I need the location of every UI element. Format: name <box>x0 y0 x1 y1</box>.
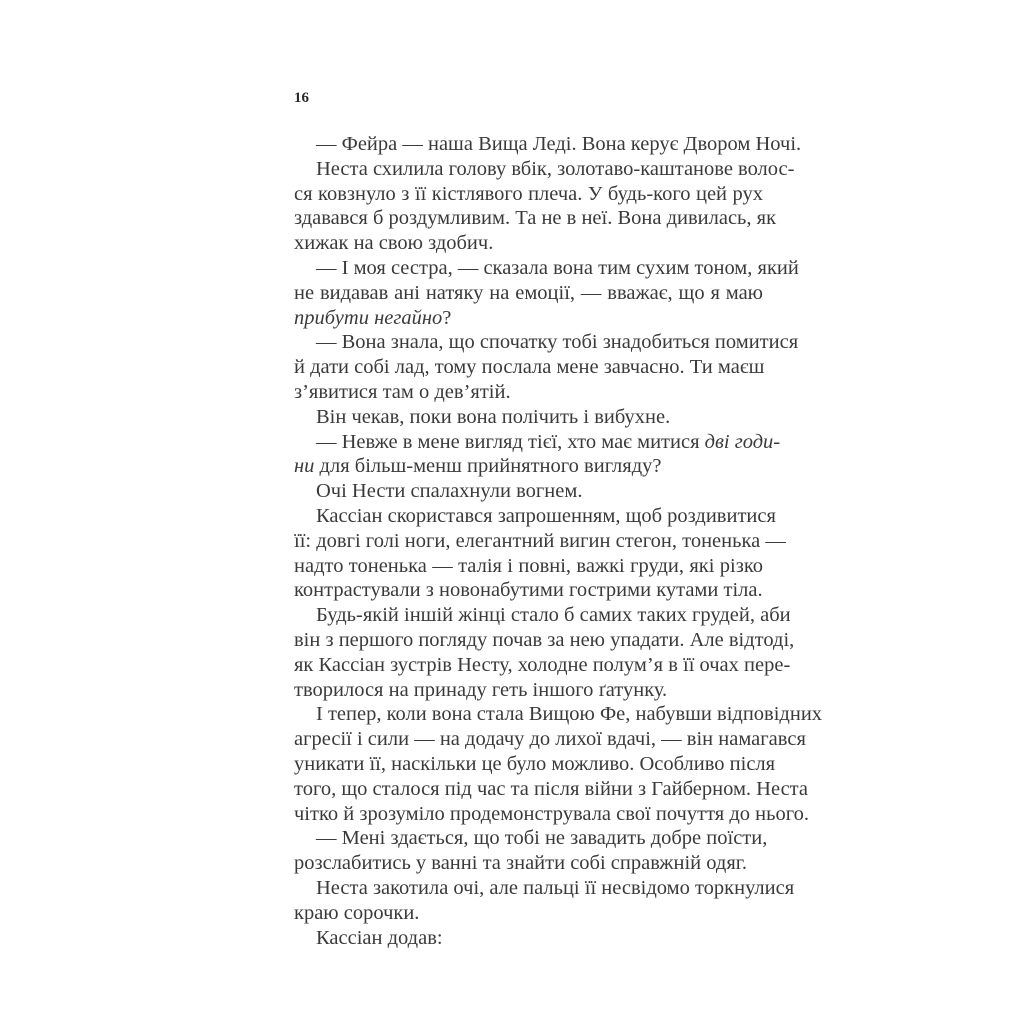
text-span: чітко й зрозуміло продемонструвала свої почуття до нього. <box>294 802 809 825</box>
text-span: того, що сталося під час та після війни з Гайберном. Неста <box>294 777 808 800</box>
text-span: її: довгі голі ноги, елегантний вигин стегон, тоненька — <box>294 529 786 552</box>
text-span: здавався б роздумливим. Та не в неї. Вона дивилась, як <box>294 207 777 230</box>
text-span: Очі Нести спалахнули вогнем. <box>316 480 583 503</box>
text-span: — Вона знала, що спочатку тобі знадобиться помитися <box>316 331 799 354</box>
text-span: Він чекав, поки вона полічить і вибухне. <box>316 405 671 428</box>
text-span: він з першого погляду почав за нею упадати. Але відтоді, <box>294 628 795 651</box>
text-span: ? <box>442 306 452 329</box>
text-line <box>294 926 763 951</box>
text-span: Неста схилила голову вбік, золотаво-каштанове волос- <box>316 157 795 180</box>
text-line <box>294 405 763 430</box>
text-line <box>294 628 795 653</box>
text-line <box>294 330 799 355</box>
text-line <box>294 603 791 628</box>
text-line <box>294 777 808 802</box>
text-line <box>294 430 781 455</box>
text-line <box>294 752 776 777</box>
text-line <box>294 157 795 182</box>
italic-text: прибути негайно <box>294 306 443 329</box>
text-span: хижак на свою здобич. <box>294 232 494 255</box>
italic-text: дві годи- <box>704 430 781 453</box>
body-text <box>294 132 823 950</box>
text-line <box>294 802 809 827</box>
text-span: не видавав ані натяку на емоції, — вважає, що я маю <box>294 281 763 304</box>
text-line <box>294 355 763 380</box>
text-span: агресії і сили — на додачу до лихої вдачі, — він намагався <box>294 728 806 751</box>
text-span: творилося на принаду геть іншого ґатунку. <box>294 678 668 701</box>
text-line <box>294 678 763 703</box>
text-line <box>294 281 763 306</box>
text-line <box>294 578 763 603</box>
text-line <box>294 182 763 207</box>
text-span: розслабитись у ванні та знайти собі справжній одяг. <box>294 852 747 875</box>
text-line <box>294 504 776 529</box>
text-span: контрастували з новонабутими гострими кутами тіла. <box>294 579 763 602</box>
text-line <box>294 206 777 231</box>
italic-text: ни <box>294 455 315 478</box>
text-span: — Фейра — наша Вища Леді. Вона керує Двором Ночі. <box>316 133 802 155</box>
text-line <box>294 306 763 331</box>
text-line <box>294 851 763 876</box>
text-line <box>294 529 786 554</box>
text-span: — Мені здається, що тобі не завадить добре поїсти, <box>316 827 768 850</box>
text-line <box>294 876 795 901</box>
text-span: І тепер, коли вона стала Вищою Фе, набувши відповідних <box>316 703 823 726</box>
text-span: з’явитися там о дев’ятій. <box>294 380 511 403</box>
text-span: Неста закотила очі, але пальці її несвідомо торкнулися <box>316 876 795 899</box>
page-number: 16 <box>294 90 309 106</box>
text-span: й дати собі лад, тому послала мене завчасно. Ти маєш <box>294 356 765 379</box>
text-span: краю сорочки. <box>294 901 420 924</box>
text-span: Будь-якій іншій жінці стало б самих таких грудей, аби <box>316 604 791 627</box>
text-span: — І моя сестра, — сказала вона тим сухим тоном, який <box>316 256 799 279</box>
text-span: Кассіан додав: <box>316 926 443 949</box>
text-line <box>294 554 763 579</box>
text-line <box>294 727 806 752</box>
text-span: Кассіан скористався запрошенням, щоб роздивитися <box>316 504 776 527</box>
text-line <box>294 231 763 256</box>
text-line <box>294 702 823 727</box>
text-line <box>294 256 799 281</box>
text-span: ся ковзнуло з її кістлявого плеча. У будь-кого цей рух <box>294 182 763 205</box>
text-span: для більш-менш прийнятного вигляду? <box>314 455 662 478</box>
text-line <box>294 380 763 405</box>
text-line <box>294 826 768 851</box>
text-span: — Невже в мене вигляд тієї, хто має митися <box>316 430 705 453</box>
text-span: надто тоненька — талія і повні, важкі груди, які різко <box>294 554 763 577</box>
text-line <box>294 653 791 678</box>
text-span: як Кассіан зустрів Несту, холодне полум’я в її очах пере- <box>294 653 791 676</box>
text-line <box>294 132 802 157</box>
text-line <box>294 479 763 504</box>
text-line <box>294 454 763 479</box>
text-span: уникати її, наскільки це було можливо. Особливо після <box>294 752 776 775</box>
text-line <box>294 901 763 926</box>
